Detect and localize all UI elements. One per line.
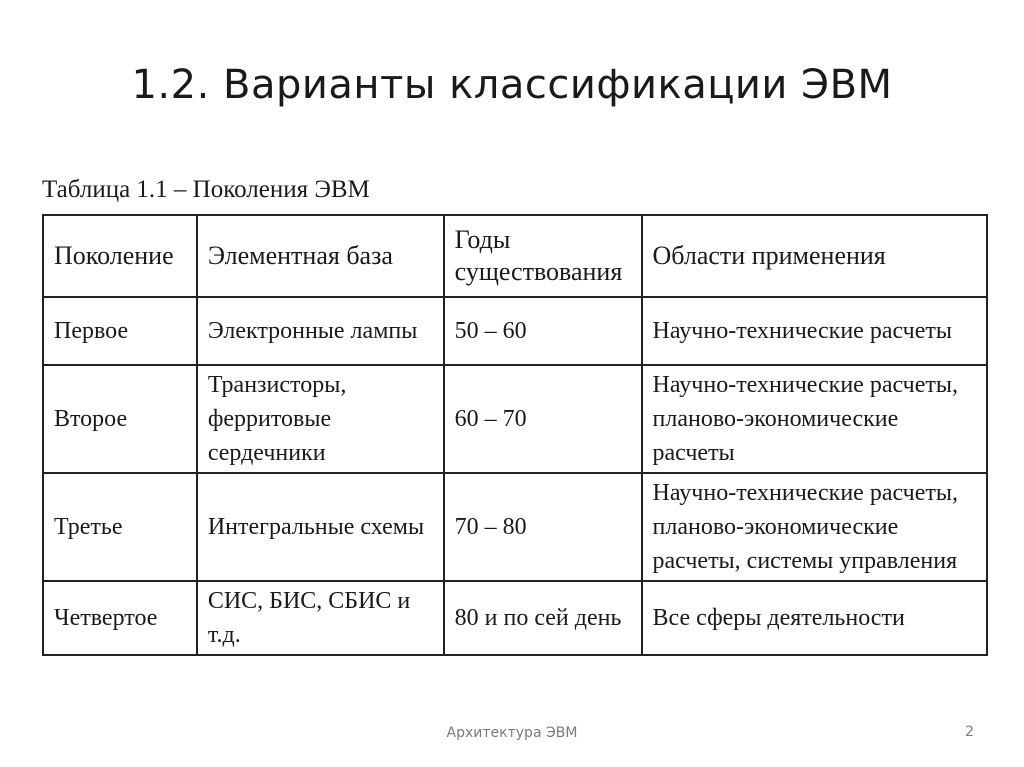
cell-generation: Третье <box>43 473 197 581</box>
generations-table <box>42 214 988 656</box>
header-application: Области применения <box>642 215 987 297</box>
cell-element-base: Транзисторы, ферритовые сердечники <box>197 365 444 473</box>
cell-element-base: Интегральные схемы <box>197 473 444 581</box>
cell-application: Все сферы деятельности <box>642 581 987 655</box>
header-element-base: Элементная база <box>197 215 444 297</box>
cell-years: 80 и по сей день <box>444 581 642 655</box>
header-generation: Поколение <box>43 215 197 297</box>
cell-element-base: СИС, БИС, СБИС и т.д. <box>197 581 444 655</box>
cell-generation: Второе <box>43 365 197 473</box>
cell-application: Научно-технические расчеты, планово-экономические расчеты <box>642 365 987 473</box>
table-row <box>43 473 987 581</box>
cell-years: 70 – 80 <box>444 473 642 581</box>
table-caption: Таблица 1.1 – Поколения ЭВМ <box>42 176 370 203</box>
cell-element-base: Электронные лампы <box>197 297 444 365</box>
table-row <box>43 365 987 473</box>
cell-years: 50 – 60 <box>444 297 642 365</box>
table-header-row <box>43 215 987 297</box>
cell-application: Научно-технические расчеты <box>642 297 987 365</box>
slide-footer: Архитектура ЭВМ <box>446 725 578 741</box>
cell-generation: Четвертое <box>43 581 197 655</box>
cell-generation: Первое <box>43 297 197 365</box>
header-years: Годы существования <box>444 215 642 297</box>
page-number: 2 <box>965 724 974 740</box>
table-row <box>43 581 987 655</box>
slide-title: 1.2. Варианты классификации ЭВМ <box>131 62 893 108</box>
cell-years: 60 – 70 <box>444 365 642 473</box>
table-row <box>43 297 987 365</box>
cell-application: Научно-технические расчеты, планово-экономические расчеты, системы управления <box>642 473 987 581</box>
